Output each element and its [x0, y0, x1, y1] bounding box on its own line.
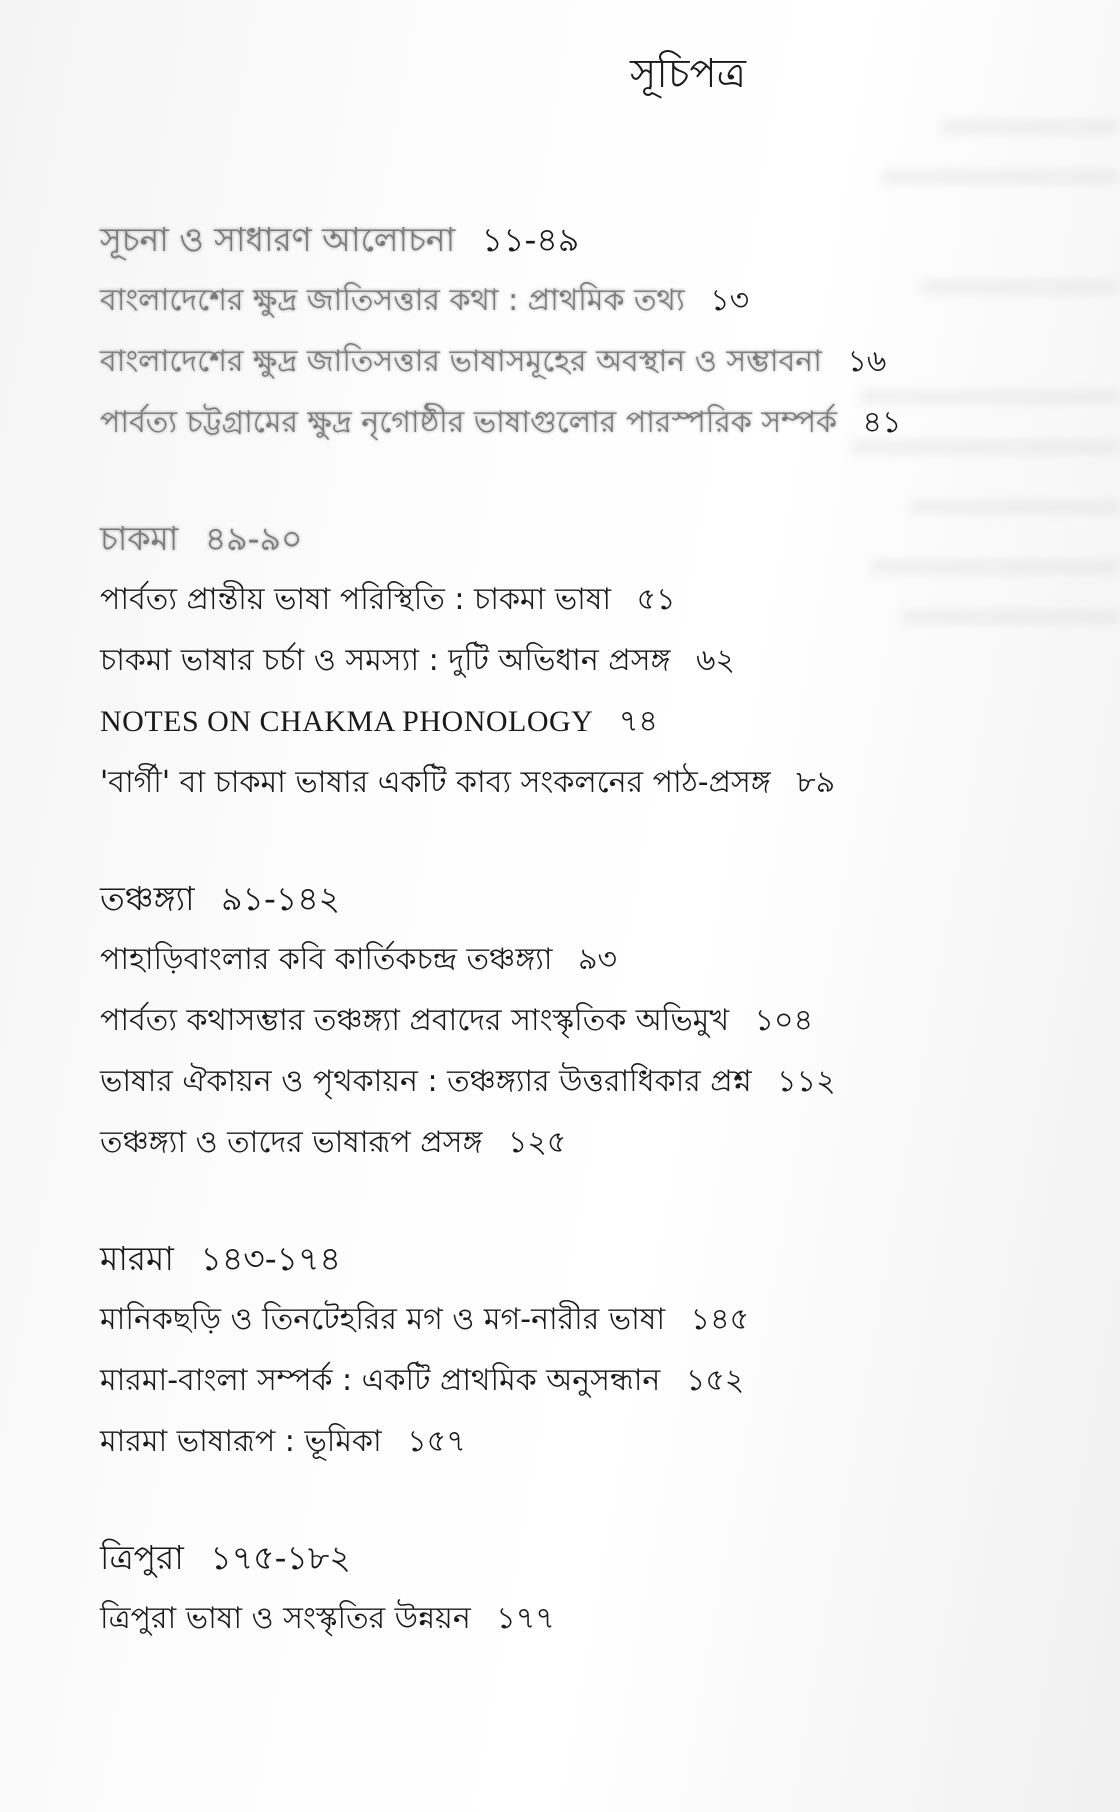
entry-title: পার্বত্য কথাসম্ভার তঞ্চঙ্গ্যা প্রবাদের সাংস্কৃতিক অভিমুখ — [100, 1003, 730, 1038]
section-title: ত্রিপুরা — [100, 1538, 184, 1577]
toc-entry — [100, 1051, 1100, 1112]
toc-section — [100, 869, 1100, 1173]
entry-title: NOTES ON CHAKMA PHONOLOGY — [100, 705, 594, 738]
entry-title: বাংলাদেশের ক্ষুদ্র জাতিসত্তার ভাষাসমূহের অবস্থান ও সম্ভাবনা — [100, 344, 822, 379]
entry-page-number: ১৫৭ — [407, 1424, 466, 1459]
toc-entry — [100, 1289, 1100, 1350]
section-title: তঞ্চঙ্গ্যা — [100, 879, 195, 918]
toc-entry — [100, 331, 1100, 392]
toc-entry — [100, 1411, 1100, 1472]
entry-page-number: ৯৩ — [578, 942, 618, 977]
toc-entry — [100, 691, 1100, 752]
section-page-range: ১১-৪৯ — [481, 220, 580, 259]
entry-title: পাহাড়িবাংলার কবি কার্তিকচন্দ্র তঞ্চঙ্গ্যা — [100, 942, 553, 977]
toc-entry — [100, 569, 1100, 630]
entry-page-number: ১৭৭ — [496, 1601, 555, 1636]
section-heading — [100, 1229, 1100, 1289]
entry-title: পার্বত্য চট্টগ্রামের ক্ষুদ্র নৃগোষ্ঠীর ভাষাগুলোর পারস্পরিক সম্পর্ক — [100, 405, 837, 440]
entry-page-number: ৬২ — [695, 643, 735, 678]
toc-entry — [100, 990, 1100, 1051]
entry-title: মানিকছড়ি ও তিনটেহরির মগ ও মগ-নারীর ভাষা — [100, 1302, 666, 1337]
entry-title: মারমা ভাষারূপ : ভূমিকা — [100, 1424, 382, 1459]
section-page-range: ৯১-১৪২ — [221, 879, 341, 918]
entry-page-number: ১০৪ — [754, 1003, 814, 1038]
toc-section — [100, 1528, 1100, 1649]
entry-title: মারমা-বাংলা সম্পর্ক : একটি প্রাথমিক অনুসন্ধান — [100, 1363, 661, 1398]
section-title: সূচনা ও সাধারণ আলোচনা — [100, 220, 456, 259]
entry-page-number: ৪১ — [862, 405, 902, 440]
section-title: মারমা — [100, 1239, 174, 1278]
toc-entry — [100, 392, 1100, 453]
toc-section — [100, 210, 1100, 453]
toc-entry — [100, 929, 1100, 990]
toc-entry — [100, 752, 1100, 813]
toc-entry — [100, 1112, 1100, 1173]
section-heading — [100, 509, 1100, 569]
section-heading — [100, 869, 1100, 929]
entry-page-number: ১৬ — [847, 344, 887, 379]
toc-section — [100, 1229, 1100, 1472]
entry-page-number: ৫১ — [636, 582, 676, 617]
entry-title: ভাষার ঐকায়ন ও পৃথকায়ন : তঞ্চঙ্গ্যার উত্তরাধিকার প্রশ্ন — [100, 1064, 752, 1099]
entry-page-number: ১৪৫ — [690, 1302, 750, 1337]
section-title: চাকমা — [100, 519, 179, 558]
entry-title: পার্বত্য প্রান্তীয় ভাষা পরিস্থিতি : চাকমা ভাষা — [100, 582, 612, 617]
section-heading — [100, 210, 1100, 270]
entry-title: ত্রিপুরা ভাষা ও সংস্কৃতির উন্নয়ন — [100, 1601, 471, 1636]
entry-page-number: ১৩ — [710, 283, 750, 318]
toc-entry — [100, 630, 1100, 691]
toc-entry — [100, 1588, 1100, 1649]
section-heading — [100, 1528, 1100, 1588]
section-page-range: ১৭৫-১৮২ — [210, 1538, 351, 1577]
entry-title: চাকমা ভাষার চর্চা ও সমস্যা : দুটি অভিধান প্রসঙ্গ — [100, 643, 671, 678]
toc-section — [100, 509, 1100, 813]
entry-page-number: ৭৪ — [618, 704, 658, 739]
toc-entry — [100, 1350, 1100, 1411]
toc-entry — [100, 270, 1100, 331]
entry-page-number: ১৫২ — [685, 1363, 745, 1398]
entry-title: তঞ্চঙ্গ্যা ও তাদের ভাষারূপ প্রসঙ্গ — [100, 1125, 483, 1160]
page-title: সূচিপত্র — [630, 51, 746, 97]
entry-page-number: ১১২ — [777, 1064, 836, 1099]
entry-page-number: ১২৫ — [507, 1125, 567, 1160]
table-of-contents — [100, 210, 1100, 1705]
entry-title: বাংলাদেশের ক্ষুদ্র জাতিসত্তার কথা : প্রাথমিক তথ্য — [100, 283, 685, 318]
entry-title: 'বার্গী' বা চাকমা ভাষার একটি কাব্য সংকলনের পাঠ-প্রসঙ্গ — [100, 765, 771, 800]
section-page-range: ৪৯-৯০ — [204, 519, 303, 558]
entry-page-number: ৮৯ — [796, 765, 836, 800]
section-page-range: ১৪৩-১৭৪ — [200, 1239, 341, 1278]
